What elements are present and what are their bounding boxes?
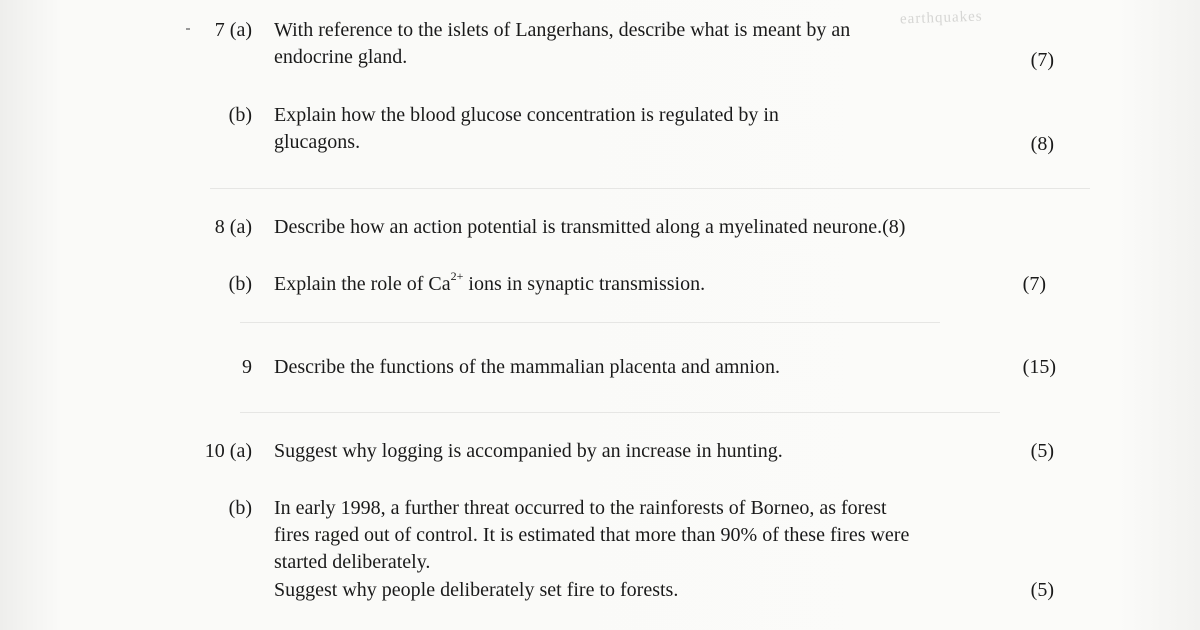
question-marks: (15) [1022, 356, 1056, 378]
question-text-line: Suggest why logging is accompanied by an increase in hunting. [274, 440, 783, 462]
question-text-line: Describe how an action potential is transmitted along a myelinated neurone.(8) [274, 216, 906, 238]
faint-rule [210, 188, 1090, 189]
faint-rule [240, 322, 940, 323]
question-text-line: Suggest why people deliberately set fire to forests. [274, 579, 679, 601]
superscript-charge: 2+ [450, 269, 464, 284]
question-text-line: In early 1998, a further threat occurred to the rainforests of Borneo, as forest [274, 497, 887, 519]
question-number: 7 (a) [214, 19, 252, 41]
bleed-through-text: earthquakes [899, 8, 983, 28]
question-marks: (8) [1030, 133, 1054, 155]
question-number: (b) [228, 273, 252, 295]
question-text-line: Explain how the blood glucose concentration is regulated by in [274, 104, 779, 126]
question-marks: (7) [1030, 49, 1054, 71]
question-number: 8 (a) [214, 216, 252, 238]
question-text-line [274, 269, 706, 296]
question-text-line: Describe the functions of the mammalian placenta and amnion. [274, 356, 780, 378]
question-text-line: With reference to the islets of Langerhans, describe what is meant by an [274, 19, 851, 41]
question-marks: (7) [1022, 273, 1046, 295]
faint-rule [240, 412, 1000, 413]
question-text-line: fires raged out of control. It is estimated that more than 90% of these fires were [274, 524, 910, 546]
question-number: 10 (a) [204, 440, 252, 462]
question-number: 9 [242, 356, 252, 378]
question-text-line: endocrine gland. [274, 46, 408, 68]
question-text-line: glucagons. [274, 131, 361, 153]
question-marks: (5) [1030, 579, 1054, 601]
text-after-sup: ions in synaptic transmission. [463, 273, 706, 295]
question-marks: (5) [1030, 440, 1054, 462]
text-before-sup: Explain the role of Ca [274, 273, 451, 295]
question-text-line: started deliberately. [274, 551, 431, 573]
question-number: (b) [228, 497, 252, 519]
question-number: (b) [228, 104, 252, 126]
